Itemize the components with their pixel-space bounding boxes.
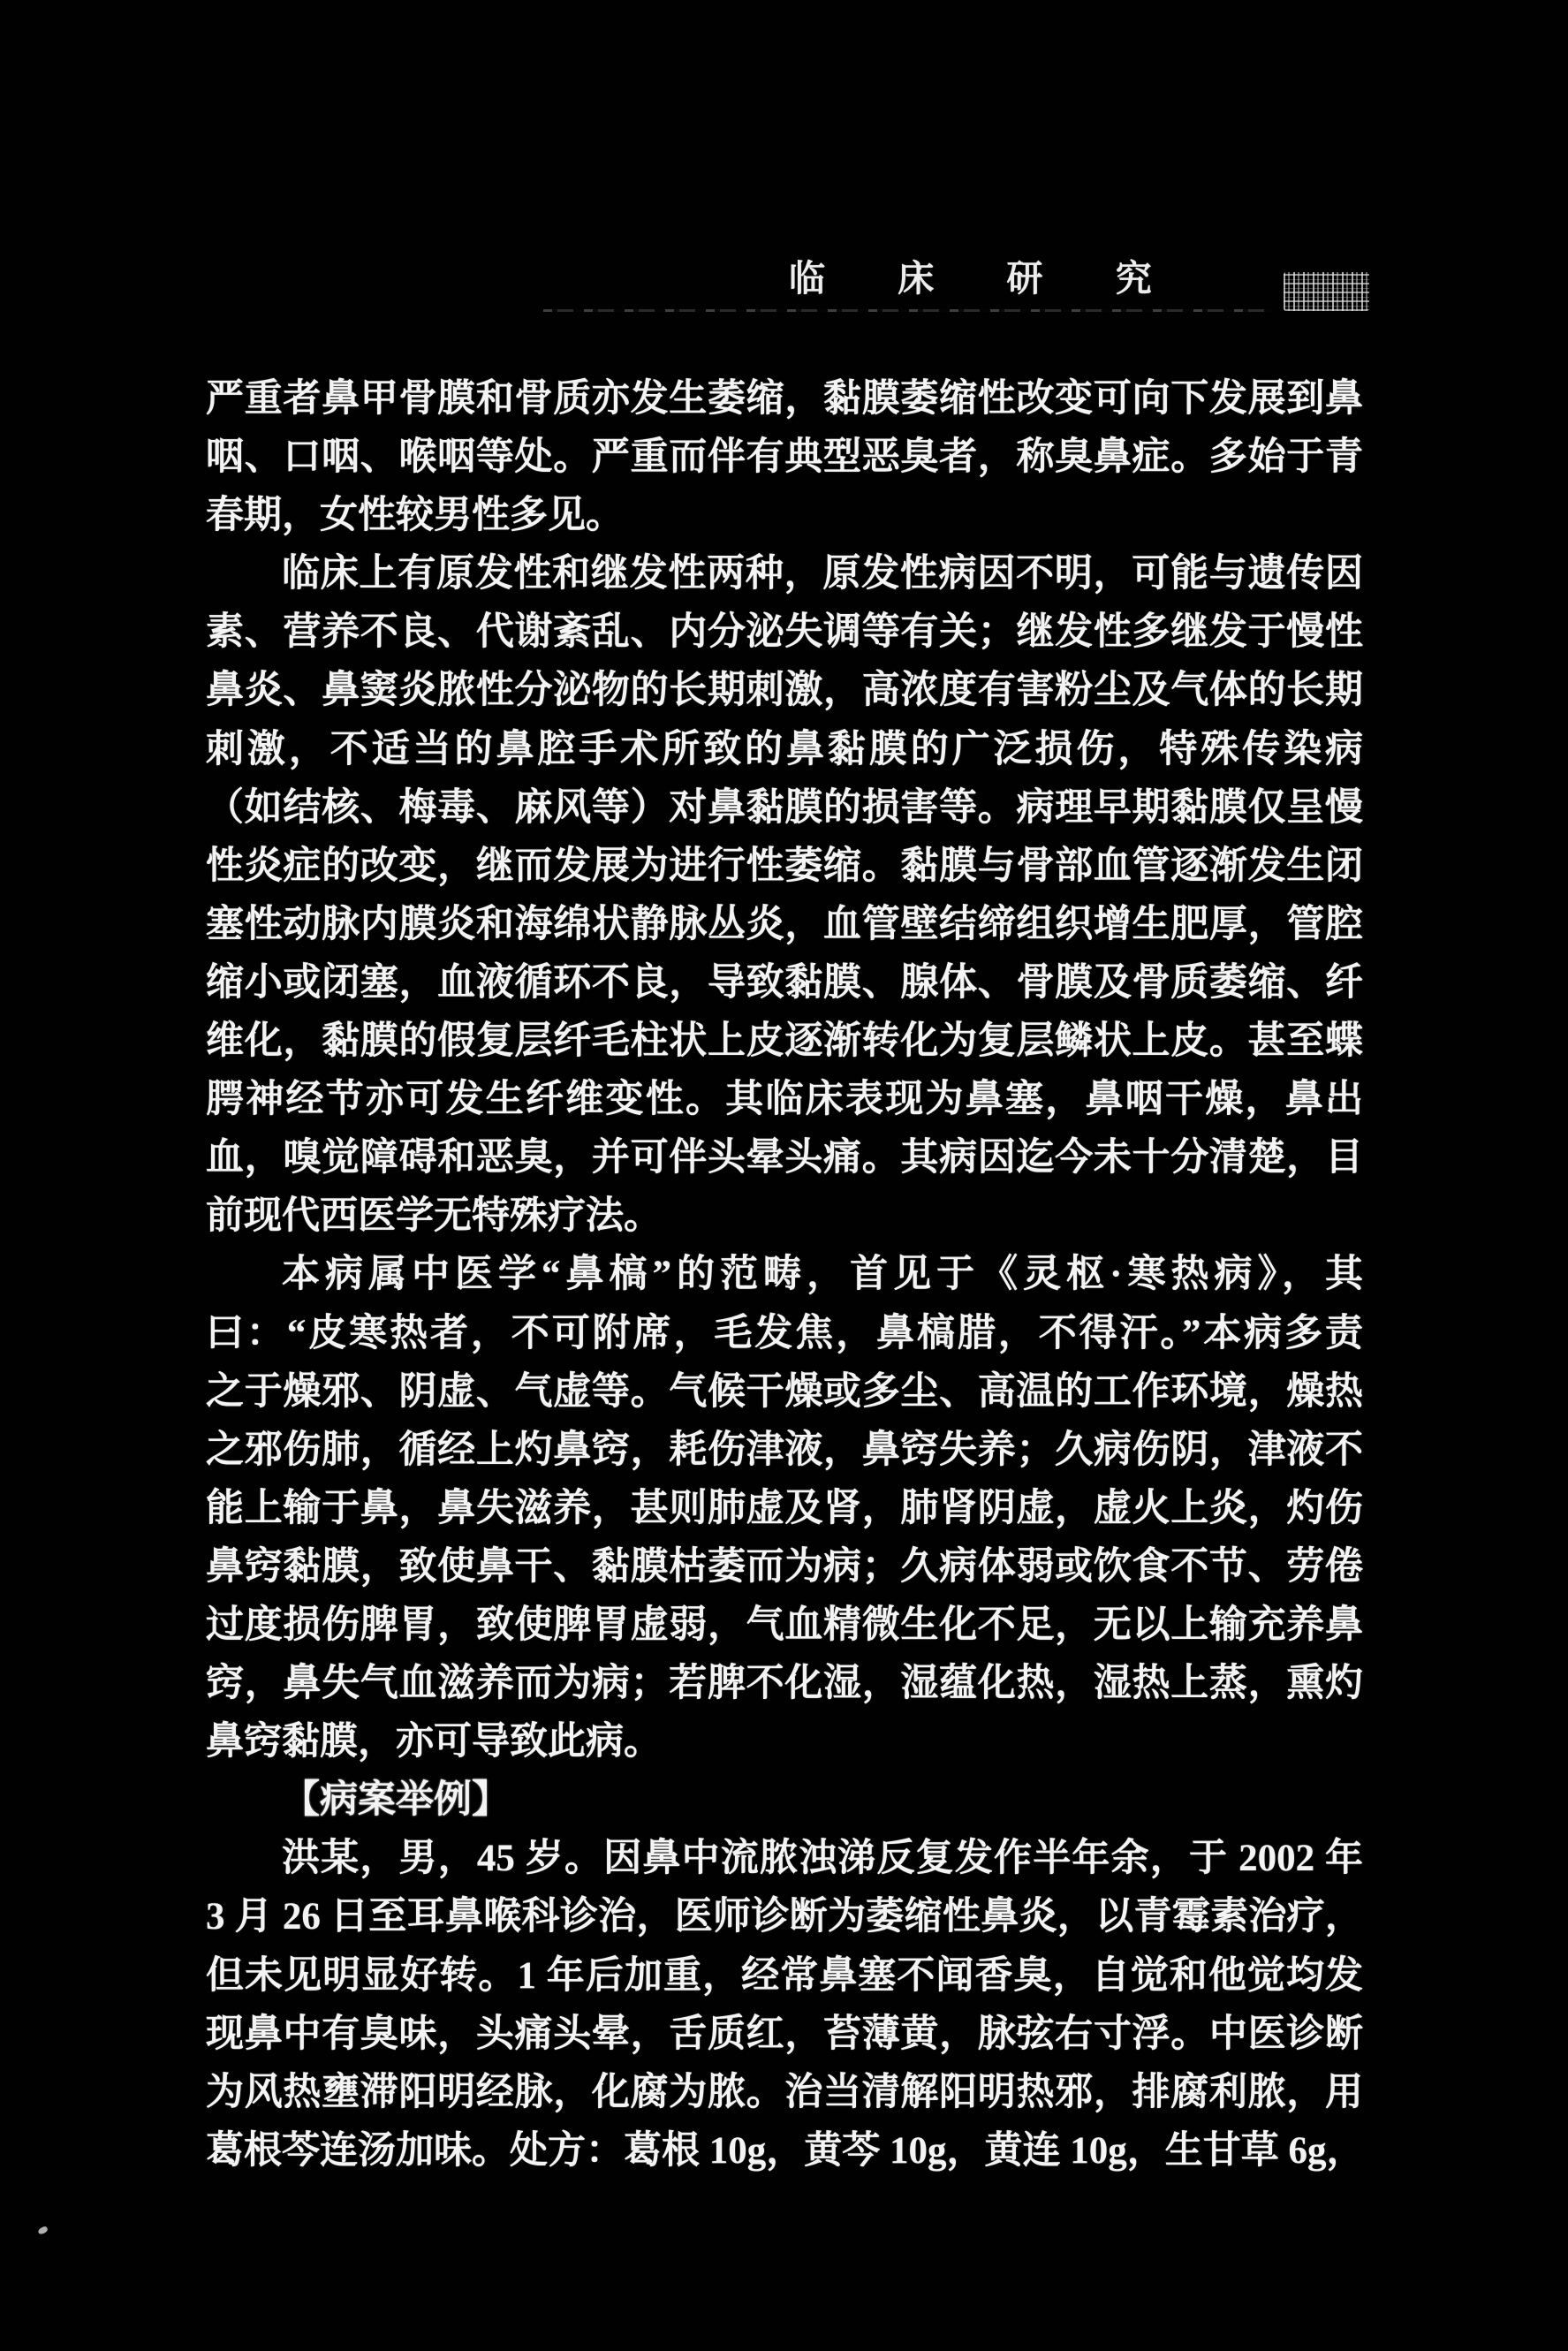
header-rule (543, 309, 1272, 312)
text-line: 洪某，男，45 岁。因鼻中流脓浊涕反复发作半年余，于 2002 年 (282, 1838, 1363, 1880)
text-line: 之邪伤肺，循经上灼鼻窍，耗伤津液，鼻窍失养；久病伤阴，津液不 (206, 1429, 1363, 1471)
text-line: 春期，女性较男性多见。 (206, 495, 624, 537)
text-line: 曰：“皮寒热者，不可附席，毛发焦，鼻槁腊，不得汗。”本病多责 (206, 1312, 1363, 1354)
text-line: 素、营养不良、代谢紊乱、内分泌失调等有关；继发性多继发于慢性 (206, 611, 1363, 654)
text-line: 过度损伤脾胃，致使脾胃虚弱，气血精微生化不足，无以上输充养鼻 (206, 1604, 1363, 1646)
text-line: 鼻窍黏膜，亦可导致此病。 (206, 1721, 662, 1763)
text-line: 严重者鼻甲骨膜和骨质亦发生萎缩，黏膜萎缩性改变可向下发展到鼻 (206, 378, 1363, 420)
page-title: 临 床 研 究 (789, 258, 1184, 299)
text-line: 咽、口咽、喉咽等处。严重而伴有典型恶臭者，称臭鼻症。多始于青 (206, 436, 1363, 479)
text-line: 临床上有原发性和继发性两种，原发性病因不明，可能与遗传因 (282, 553, 1363, 595)
text-line: 为风热壅滞阳明经脉，化腐为脓。治当清解阳明热邪，排腐利脓，用 (206, 2071, 1363, 2113)
text-line: 但未见明显好转。1 年后加重，经常鼻塞不闻香臭，自觉和他觉均发 (206, 1954, 1363, 1997)
text-line: 鼻炎、鼻窦炎脓性分泌物的长期刺激，高浓度有害粉尘及气体的长期 (206, 670, 1363, 712)
text-line: 能上输于鼻，鼻失滋养，甚则肺虚及肾，肺肾阴虚，虚火上炎，灼伤 (206, 1487, 1363, 1529)
scan-noise-blob (1284, 272, 1369, 311)
text-line: 葛根芩连汤加味。处方：葛根 10g，黄芩 10g，黄连 10g，生甘草 6g， (206, 2129, 1365, 2172)
text-line: 刺激，不适当的鼻腔手术所致的鼻黏膜的广泛损伤，特殊传染病 (206, 728, 1363, 770)
text-line: 前现代西医学无特殊疗法。 (206, 1195, 662, 1238)
text-line: 鼻窍黏膜，致使鼻干、黏膜枯萎而为病；久病体弱或饮食不节、劳倦 (206, 1545, 1363, 1588)
section-heading: 【病案举例】 (282, 1779, 510, 1822)
text-line: 现鼻中有臭味，头痛头晕，舌质红，苔薄黄，脉弦右寸浮。中医诊断 (206, 2013, 1363, 2055)
text-line: 血，嗅觉障碍和恶臭，并可伴头晕头痛。其病因迄今未十分清楚，目 (206, 1137, 1363, 1179)
text-line: （如结核、梅毒、麻风等）对鼻黏膜的损害等。病理早期黏膜仅呈慢 (206, 786, 1363, 829)
text-line: 性炎症的改变，继而发展为进行性萎缩。黏膜与骨部血管逐渐发生闭 (206, 845, 1363, 887)
text-line: 本病属中医学“鼻槁”的范畴，首见于《灵枢·寒热病》，其 (282, 1254, 1363, 1296)
scan-speck (37, 2226, 49, 2235)
body-text (206, 370, 1363, 2180)
text-line: 缩小或闭塞，血液循环不良，导致黏膜、腺体、骨膜及骨质萎缩、纤 (206, 961, 1363, 1004)
text-line: 之于燥邪、阴虚、气虚等。气候干燥或多尘、高温的工作环境，燥热 (206, 1370, 1363, 1413)
text-line: 塞性动脉内膜炎和海绵状静脉丛炎，血管壁结缔组织增生肥厚，管腔 (206, 903, 1363, 945)
text-line: 3 月 26 日至耳鼻喉科诊治，医师诊断为萎缩性鼻炎，以青霉素治疗， (206, 1896, 1363, 1938)
text-line: 腭神经节亦可发生纤维变性。其临床表现为鼻塞，鼻咽干燥，鼻出 (206, 1079, 1363, 1121)
page-header (0, 259, 1568, 321)
text-line: 窍，鼻失气血滋养而为病；若脾不化湿，湿蕴化热，湿热上蒸，熏灼 (206, 1663, 1363, 1705)
text-line: 维化，黏膜的假复层纤毛柱状上皮逐渐转化为复层鳞状上皮。甚至蝶 (206, 1020, 1363, 1063)
